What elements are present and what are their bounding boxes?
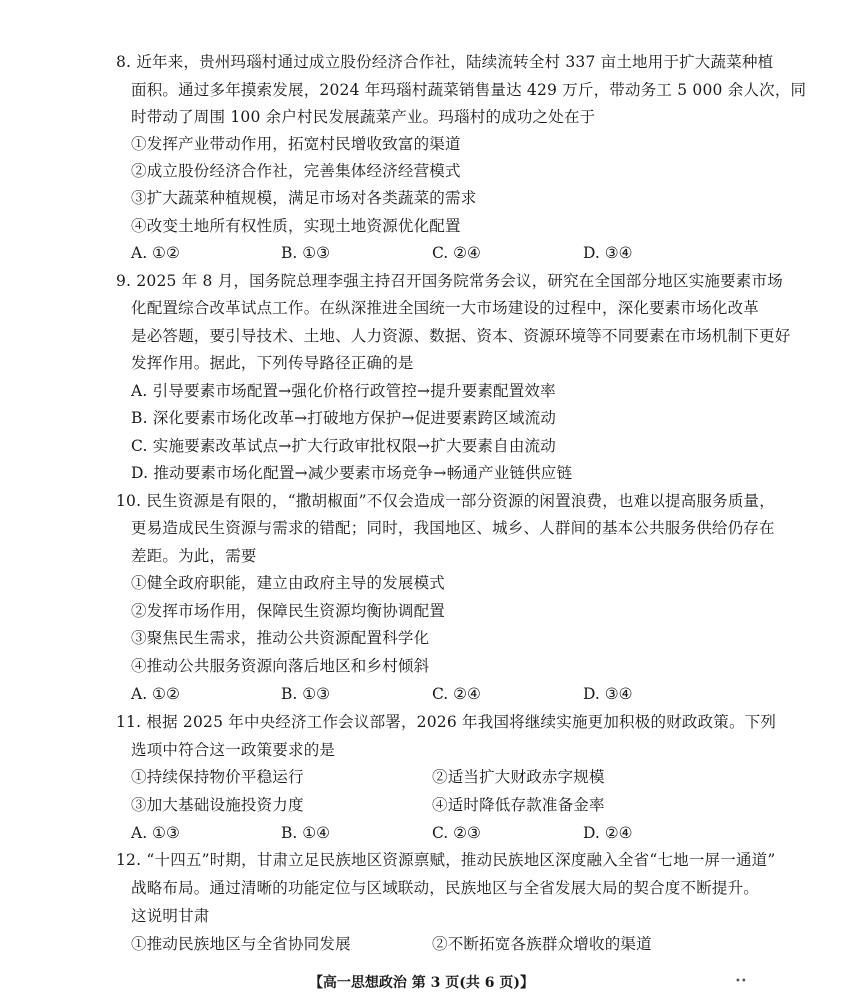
q12-item-2: ②不断拓宽各族群众增收的渠道 bbox=[432, 935, 652, 953]
q8-item-3: ③扩大蔬菜种植规模，满足市场对各类蔬菜的需求 bbox=[131, 189, 477, 207]
q10-choice-b: B. ①③ bbox=[281, 685, 331, 703]
q10-item-2: ②发挥市场作用，保障民生资源均衡协调配置 bbox=[131, 602, 446, 620]
q9-stem-line-3: 是必答题，要引导技术、土地、人力资源、数据、资本、资源环境等不同要素在市场机制下更好 bbox=[131, 327, 791, 345]
q10-item-4: ④推动公共服务资源向落后地区和乡村倾斜 bbox=[131, 657, 430, 675]
q8-stem-line-3: 时带动了周围 100 余户村民发展蔬菜产业。玛瑙村的成功之处在于 bbox=[131, 108, 596, 126]
q8-stem-line-2: 面积。通过多年摸索发展，2024 年玛瑙村蔬菜销售量达 429 万斤，带动务工 5 000 余人次，同 bbox=[131, 81, 807, 99]
q9-stem-line-2: 化配置综合改革试点工作。在纵深推进全国统一大市场建设的过程中，深化要素市场化改革 bbox=[131, 299, 760, 317]
q11-choice-b: B. ①④ bbox=[281, 824, 331, 842]
q11-item-3: ③加大基础设施投资力度 bbox=[131, 796, 304, 814]
q10-stem-line-2: 更易造成民生资源与需求的错配；同时，我国地区、城乡、人群间的基本公共服务供给仍存在 bbox=[131, 519, 775, 537]
q9-stem-line-1: 9. 2025 年 8 月，国务院总理李强主持召开国务院常务会议，研究在全国部分地区实施要素市场 bbox=[116, 272, 783, 290]
q9-choice-c: C. 实施要素改革试点→扩大行政审批权限→扩大要素自由流动 bbox=[131, 437, 556, 455]
q10-item-3: ③聚焦民生需求，推动公共资源配置科学化 bbox=[131, 629, 430, 647]
q8-item-1: ①发挥产业带动作用，拓宽村民增收致富的渠道 bbox=[131, 135, 461, 153]
q11-stem-line-1: 11. 根据 2025 年中央经济工作会议部署，2026 年我国将继续实施更加积极的财政政策。下列 bbox=[116, 713, 777, 731]
q8-stem-line-1: 8. 近年来，贵州玛瑙村通过成立股份经济合作社，陆续流转全村 337 亩土地用于扩大蔬菜种植 bbox=[116, 53, 774, 71]
q9-choice-a: A. 引导要素市场配置→强化价格行政管控→提升要素配置效率 bbox=[131, 382, 556, 400]
q12-stem-line-2: 战略布局。通过清晰的功能定位与区域联动，民族地区与全省发展大局的契合度不断提升。 bbox=[131, 879, 760, 897]
q11-item-1: ①持续保持物价平稳运行 bbox=[131, 768, 304, 786]
q10-stem-line-3: 差距。为此，需要 bbox=[131, 547, 257, 565]
q10-stem-line-1: 10. 民生资源是有限的，“撒胡椒面”不仅会造成一部分资源的闲置浪费，也难以提高服务质量， bbox=[116, 492, 775, 510]
q8-item-2: ②成立股份经济合作社，完善集体经济经营模式 bbox=[131, 162, 461, 180]
corner-mark: •• bbox=[735, 976, 747, 987]
q10-choice-c: C. ②④ bbox=[432, 685, 481, 703]
q11-item-4: ④适时降低存款准备金率 bbox=[432, 796, 605, 814]
q8-choice-d: D. ③④ bbox=[583, 244, 633, 262]
q11-choice-a: A. ①③ bbox=[131, 824, 180, 842]
q11-choice-d: D. ②④ bbox=[583, 824, 633, 842]
q12-item-1: ①推动民族地区与全省协同发展 bbox=[131, 935, 351, 953]
q10-choice-a: A. ①② bbox=[131, 685, 180, 703]
q12-stem-line-1: 12. “十四五”时期，甘肃立足民族地区资源禀赋，推动民族地区深度融入全省“七地一屏一通道” bbox=[116, 851, 776, 869]
q8-item-4: ④改变土地所有权性质，实现土地资源优化配置 bbox=[131, 217, 461, 235]
q11-item-2: ②适当扩大财政赤字规模 bbox=[432, 768, 605, 786]
q12-stem-line-3: 这说明甘肃 bbox=[131, 907, 210, 925]
q8-choice-c: C. ②④ bbox=[432, 244, 481, 262]
q8-choice-b: B. ①③ bbox=[281, 244, 331, 262]
q8-choice-a: A. ①② bbox=[131, 244, 180, 262]
q11-choice-c: C. ②③ bbox=[432, 824, 481, 842]
page-footer: 【高一思想政治 第 3 页(共 6 页)】 bbox=[308, 975, 535, 991]
q10-item-1: ①健全政府职能，建立由政府主导的发展模式 bbox=[131, 574, 446, 592]
q10-choice-d: D. ③④ bbox=[583, 685, 633, 703]
q9-choice-d: D. 推动要素市场化配置→减少要素市场竞争→畅通产业链供应链 bbox=[131, 464, 573, 482]
q9-stem-line-4: 发挥作用。据此，下列传导路径正确的是 bbox=[131, 354, 414, 372]
q11-stem-line-2: 选项中符合这一政策要求的是 bbox=[131, 741, 336, 759]
q9-choice-b: B. 深化要素市场化改革→打破地方保护→促进要素跨区域流动 bbox=[131, 409, 557, 427]
